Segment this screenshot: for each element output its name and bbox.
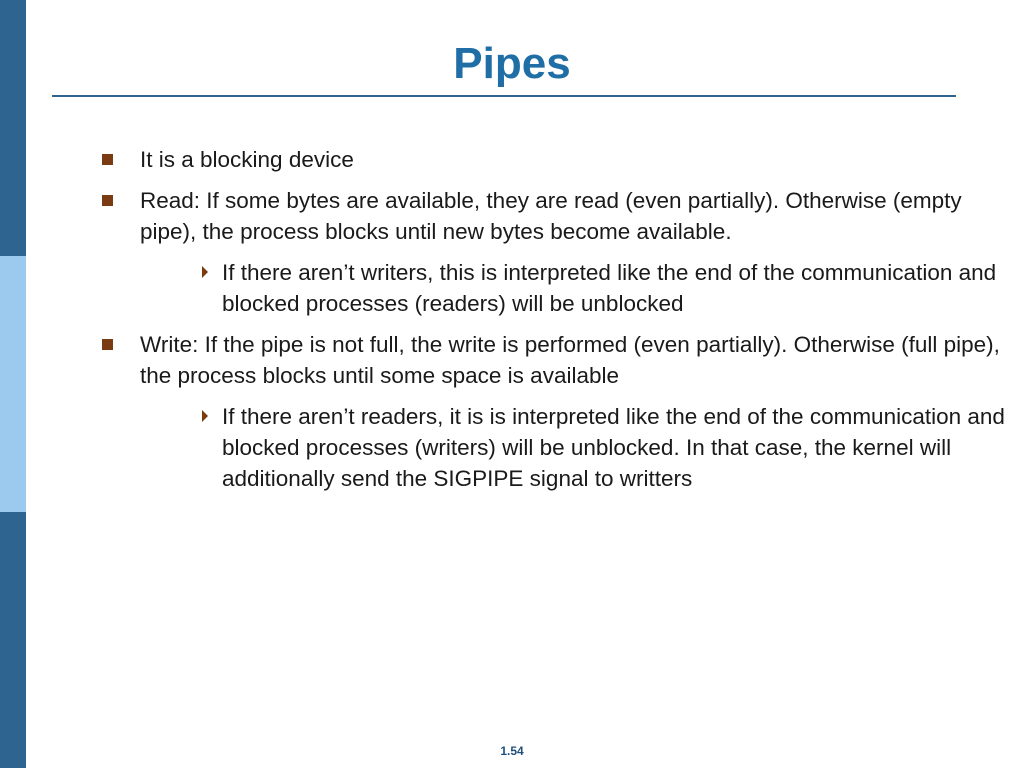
sub-bullet-text: If there aren’t writers, this is interpreted like the end of the communication and blocked processes (readers) will be unblocked bbox=[222, 260, 997, 316]
triangle-bullet-icon bbox=[202, 410, 208, 422]
sub-bullet-text: If there aren’t readers, it is is interpreted like the end of the communication and blocked processes (writers) will be unblocked. In that case, the kernel will additionally send the SIGPIPE signal to writters bbox=[222, 404, 1005, 491]
bullet-item bbox=[100, 329, 1010, 391]
bullet-text: It is a blocking device bbox=[140, 147, 354, 172]
bullet-item bbox=[100, 185, 1010, 247]
page-number: 1.54 bbox=[500, 744, 524, 758]
square-bullet-icon bbox=[102, 154, 113, 165]
sub-bullet-item bbox=[100, 401, 1010, 494]
bullet-text: Read: If some bytes are available, they are read (even partially). Otherwise (empty pipe), the process blocks until new bytes become available. bbox=[140, 188, 962, 244]
sub-bullet-item bbox=[100, 257, 1010, 319]
square-bullet-icon bbox=[102, 339, 113, 350]
bullet-text: Write: If the pipe is not full, the write is performed (even partially). Otherwise (full pipe), the process blocks until some space is available bbox=[140, 332, 1000, 388]
triangle-bullet-icon bbox=[202, 266, 208, 278]
slide-title: Pipes bbox=[453, 39, 571, 88]
slide-content bbox=[100, 144, 1010, 504]
title-underline bbox=[52, 95, 956, 97]
bullet-item bbox=[100, 144, 1010, 175]
square-bullet-icon bbox=[102, 195, 113, 206]
left-sidebar-highlight bbox=[0, 256, 26, 512]
